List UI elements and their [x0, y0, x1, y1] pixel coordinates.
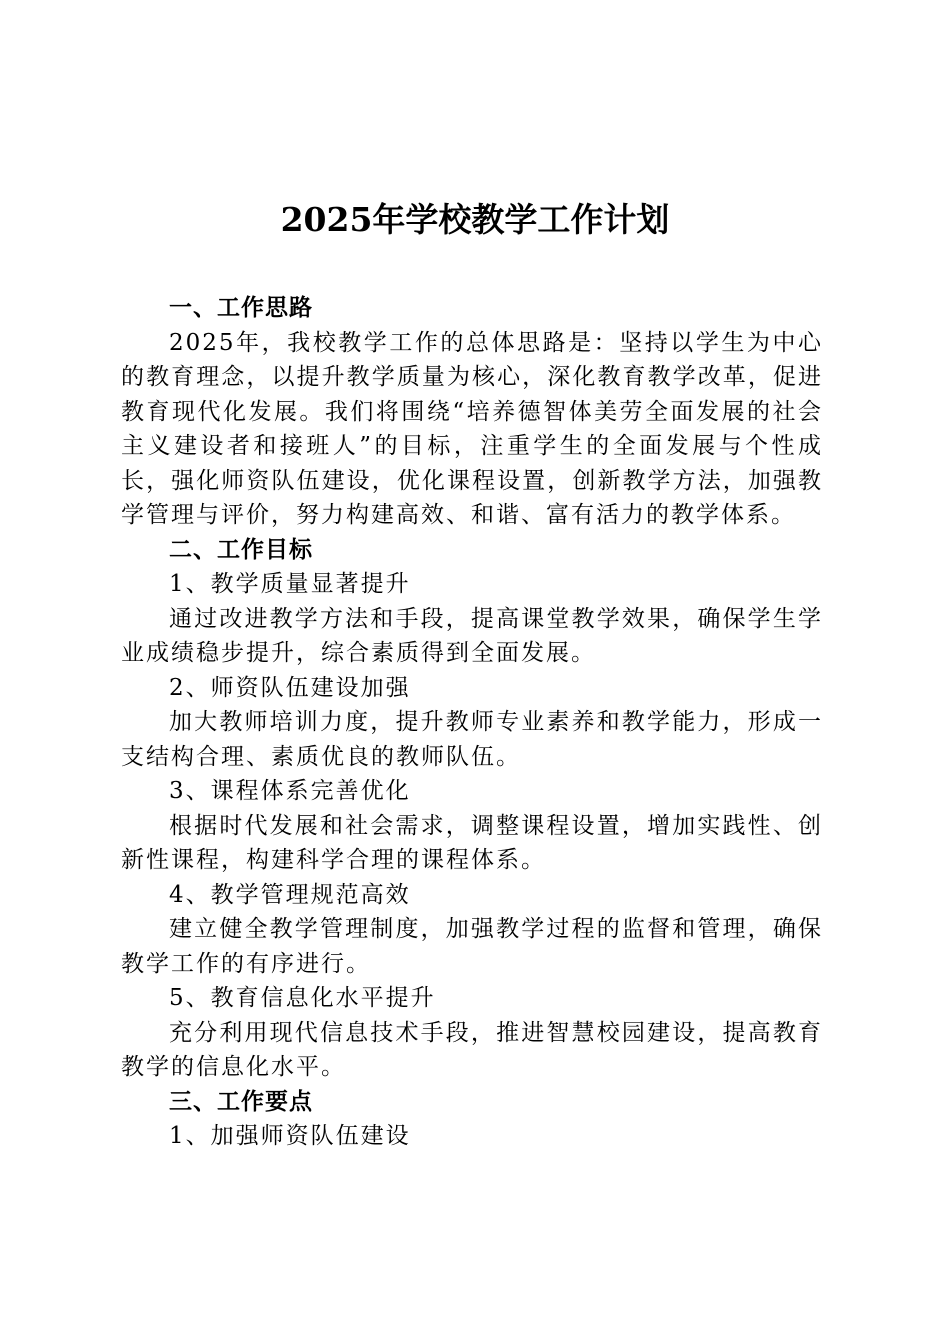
paragraph-ideas: 2025年，我校教学工作的总体思路是：坚持以学生为中心的教育理念，以提升教学质量为核心，深化教育教学改革，促进教育现代化发展。我们将围绕“培养德智体美劳全面发展的社会主义建设者和接班人”的目标，注重学生的全面发展与个性成长，强化师资队伍建设，优化课程设置，创新教学方法，加强教学管理与评价，努力构建高效、和谐、富有活力的教学体系。 — [121, 329, 823, 528]
goal-text-4: 建立健全教学管理制度，加强教学过程的监督和管理，确保教学工作的有序进行。 — [121, 916, 823, 977]
goal-text-2: 加大教师培训力度，提升教师专业素养和教学能力，形成一支结构合理、素质优良的教师队伍。 — [121, 709, 823, 770]
section-heading-ideas: 一、工作思路 — [169, 295, 313, 321]
section-heading-keypoints: 三、工作要点 — [169, 1088, 313, 1115]
goal-text-5: 充分利用现代信息技术手段，推进智慧校园建设，提高教育教学的信息化水平。 — [121, 1019, 823, 1080]
section-heading-goals: 二、工作目标 — [169, 536, 313, 563]
goal-title-4: 4、教学管理规范高效 — [169, 881, 411, 908]
goal-title-5: 5、教育信息化水平提升 — [169, 985, 436, 1011]
goal-text-1: 通过改进教学方法和手段，提高课堂教学效果，确保学生学业成绩稳步提升，综合素质得到全面发展。 — [121, 605, 823, 666]
keypoint-title-1: 1、加强师资队伍建设 — [169, 1123, 411, 1149]
document-title: 2025年学校教学工作计划 — [280, 200, 670, 239]
goal-title-1: 1、教学质量显著提升 — [169, 571, 411, 597]
goal-title-3: 3、课程体系完善优化 — [169, 778, 411, 804]
goal-title-2: 2、师资队伍建设加强 — [169, 674, 411, 701]
document-body — [121, 291, 823, 1154]
goal-text-3: 根据时代发展和社会需求，调整课程设置，增加实践性、创新性课程，构建科学合理的课程体系。 — [121, 812, 823, 873]
